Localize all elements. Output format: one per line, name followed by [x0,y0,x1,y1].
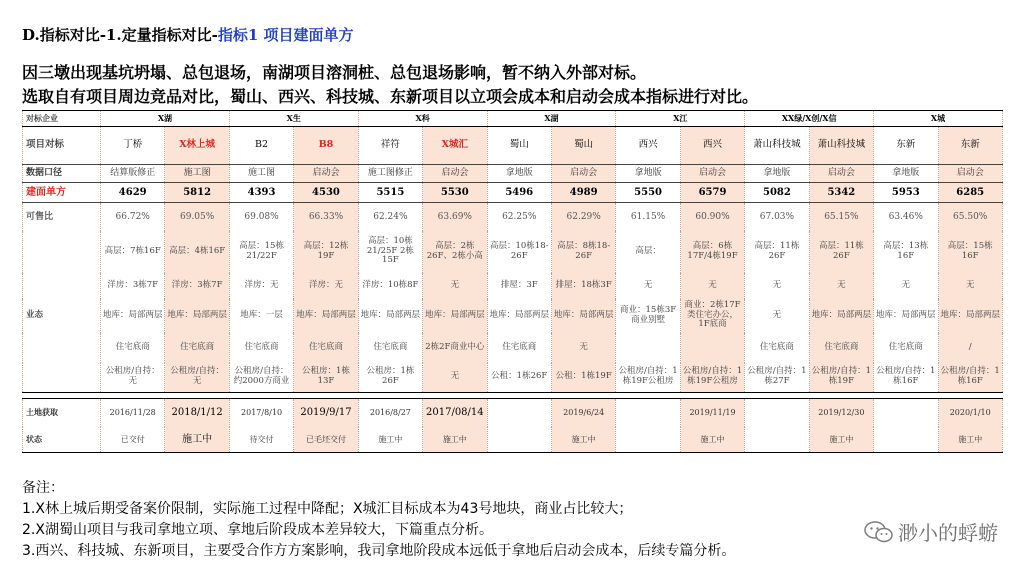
source-cell: 拿地版 [616,165,680,183]
detail4-cell: / [938,333,1002,363]
project-cell: B2 [229,127,293,165]
cost-row [23,183,1003,203]
detail5-cell: 公租房：1栋26F [358,363,422,393]
project-cell: 萧山科技城 [809,127,873,165]
land-cell [616,399,680,427]
detail2-cell: 洋房：3栋7F [101,273,165,299]
detail1-cell: 高层：7栋16F [101,231,165,273]
cost-cell: 5530 [423,183,487,203]
status-cell [745,427,809,453]
detail3-cell: 地库：局部两层 [551,299,615,333]
status-cell: 施工中 [423,427,487,453]
detail5-cell: 公租房/自持：1栋16F [874,363,938,393]
project-row [23,127,1003,165]
land-cell [874,399,938,427]
detail1-cell: 高层：10栋21/25F 2栋15F [358,231,422,273]
page-title [22,24,353,45]
cost-cell: 5082 [745,183,809,203]
land-cell: 2018/1/12 [165,399,229,427]
cost-cell: 5496 [487,183,551,203]
detail4-cell: 住宅底商 [358,333,422,363]
note-item-3: 3.西兴、科技城、东新项目，主要受合作方方案影响，我司拿地阶段成本远低于拿地后启动会成本，后续专篇分析。 [22,543,736,559]
title-highlight: 指标1 项目建面单方 [217,26,354,44]
notes-heading: 备注： [22,480,64,496]
source-cell: 结算版修正 [101,165,165,183]
ratio-cell: 60.90% [680,203,744,231]
detail5-cell: 无 [423,363,487,393]
row-label-source: 数据口径 [23,165,101,183]
detail1-cell: 高层：4栋16F [165,231,229,273]
row-label-cost: 建面单方 [23,183,101,203]
watermark [864,517,998,546]
group-header-cell: X生 [229,111,358,127]
row-label-land: 土地获取 [23,399,101,427]
project-cell: 东新 [874,127,938,165]
detail4-cell [680,333,744,363]
status-cell [616,427,680,453]
status-cell: 施工中 [938,427,1002,453]
cost-cell: 6285 [938,183,1002,203]
ratio-cell: 63.46% [874,203,938,231]
detail1-cell: 高层：10栋18-26F [487,231,551,273]
detail4-cell: 住宅底商 [229,333,293,363]
land-cell: 2017/08/14 [423,399,487,427]
row-label-empty [23,333,101,363]
detail3-row [23,299,1003,333]
project-cell: 蜀山 [487,127,551,165]
ratio-cell: 62.29% [551,203,615,231]
detail2-cell: 无 [874,273,938,299]
cost-cell: 4629 [101,183,165,203]
land-cell [745,399,809,427]
project-cell: X城汇 [423,127,487,165]
detail3-cell: 地库：局部两层 [358,299,422,333]
detail2-cell: 洋房：无 [229,273,293,299]
detail4-cell: 住宅底商 [809,333,873,363]
land-cell: 2019/11/19 [680,399,744,427]
detail3-cell: 商业：15栋3F商业别墅 [616,299,680,333]
detail1-cell: 高层：6栋17F/4栋19F [680,231,744,273]
detail2-row [23,273,1003,299]
cost-cell: 6579 [680,183,744,203]
detail1-cell: 高层：8栋18-26F [551,231,615,273]
status-cell: 施工中 [165,427,229,453]
source-row [23,165,1003,183]
project-cell: 丁桥 [101,127,165,165]
cost-cell: 5515 [358,183,422,203]
detail5-cell: 公租房/自持：1栋19F公租房 [680,363,744,393]
ratio-cell: 66.33% [294,203,358,231]
detail4-cell: 住宅底商 [294,333,358,363]
project-cell: 萧山科技城 [745,127,809,165]
ratio-cell: 65.15% [809,203,873,231]
detail1-cell: 高层：11栋26F [809,231,873,273]
ratio-cell: 61.15% [616,203,680,231]
detail3-cell: 地库：局部两层 [165,299,229,333]
detail2-cell: 无 [809,273,873,299]
row-label-ratio: 可售比 [23,203,101,231]
detail4-row [23,333,1003,363]
status-cell: 施工中 [551,427,615,453]
ratio-cell: 65.50% [938,203,1002,231]
notes [22,478,735,562]
detail3-cell: 地库：局部两层 [294,299,358,333]
detail2-cell: 无 [680,273,744,299]
detail3-cell: 地库：局部两层 [938,299,1002,333]
detail2-cell: 洋房：无 [294,273,358,299]
detail1-cell: 高层：15栋21/22F [229,231,293,273]
detail1-cell: 高层：2栋26F、2栋小高 [423,231,487,273]
detail5-cell: 公租房/自持：1栋27F [745,363,809,393]
land-cell: 2016/8/27 [358,399,422,427]
detail5-cell: 公租房/自持：1栋16F [938,363,1002,393]
cost-cell: 4393 [229,183,293,203]
source-cell: 施工图修正 [358,165,422,183]
detail5-cell: 公租：1栋19F [551,363,615,393]
row-label-business: 业态 [23,299,101,333]
ratio-cell: 69.08% [229,203,293,231]
detail4-cell [616,333,680,363]
row-label-empty [23,231,101,273]
detail4-cell: 无 [551,333,615,363]
wechat-icon [864,521,894,543]
project-cell: 西兴 [680,127,744,165]
source-cell: 启动会 [809,165,873,183]
project-cell: B8 [294,127,358,165]
detail4-cell: 住宅底商 [487,333,551,363]
group-header-cell: X湖 [101,111,230,127]
group-header-cell: X湖 [487,111,616,127]
group-header-cell: X科 [358,111,487,127]
status-cell: 已毛坯交付 [294,427,358,453]
detail5-cell: 公租：1栋26F [487,363,551,393]
detail1-cell: 高层：13栋16F [874,231,938,273]
status-row [23,427,1003,453]
source-cell: 施工图 [165,165,229,183]
source-cell: 启动会 [423,165,487,183]
source-cell: 启动会 [680,165,744,183]
header-label-cell: 对标企业 [23,111,101,127]
detail5-cell: 公租房/自持：无 [165,363,229,393]
table-header-row [23,111,1003,127]
source-cell: 拿地版 [745,165,809,183]
group-header-cell: X江 [616,111,745,127]
detail2-cell: 排屋：18栋3F [551,273,615,299]
status-cell: 施工中 [680,427,744,453]
land-cell: 2019/12/30 [809,399,873,427]
detail4-cell: 住宅底商 [745,333,809,363]
benchmark-table [22,110,1003,453]
land-cell: 2017/8/10 [229,399,293,427]
detail2-cell: 无 [938,273,1002,299]
detail2-cell: 洋房：3栋7F [165,273,229,299]
detail4-cell: 2栋2F商业中心 [423,333,487,363]
note-item-1: 1.X林上城后期受备案价限制，实际施工过程中降配；X城汇目标成本为43号地块，商业占比较大； [22,501,633,517]
source-cell: 启动会 [294,165,358,183]
ratio-cell: 62.24% [358,203,422,231]
source-cell: 启动会 [551,165,615,183]
status-cell: 施工中 [809,427,873,453]
cost-cell: 4989 [551,183,615,203]
detail3-cell: 无 [745,299,809,333]
project-cell: X林上城 [165,127,229,165]
detail3-cell: 地库：局部两层 [487,299,551,333]
detail5-row [23,363,1003,393]
detail3-cell: 地库：局部两层 [101,299,165,333]
land-cell: 2016/11/28 [101,399,165,427]
detail2-cell: 无 [616,273,680,299]
row-label-project: 项目对标 [23,127,101,165]
land-cell: 2019/9/17 [294,399,358,427]
cost-cell: 5953 [874,183,938,203]
detail4-cell: 住宅底商 [874,333,938,363]
detail5-cell: 公租房：1栋13F [294,363,358,393]
ratio-row [23,203,1003,231]
cost-cell: 5342 [809,183,873,203]
ratio-cell: 67.03% [745,203,809,231]
subtitle-line-2: 选取自有项目周边竞品对比，蜀山、西兴、科技城、东新项目以立项会成本和启动会成本指标进行对比。 [22,87,759,106]
source-cell: 启动会 [938,165,1002,183]
detail5-cell: 公租房/自持：1栋19F公租房 [616,363,680,393]
detail3-cell: 地库：一层 [229,299,293,333]
detail1-cell: 高层：11栋26F [745,231,809,273]
source-cell: 拿地版 [874,165,938,183]
row-label-status: 状态 [23,427,101,453]
project-cell: 祥符 [358,127,422,165]
watermark-text: 渺小的蜉蝣 [898,521,998,545]
detail4-cell: 住宅底商 [101,333,165,363]
source-cell: 拿地版 [487,165,551,183]
detail3-cell: 地库：局部两层 [874,299,938,333]
source-cell: 施工图 [229,165,293,183]
status-cell: 待交付 [229,427,293,453]
detail2-cell: 无 [423,273,487,299]
group-header-cell: X城 [874,111,1003,127]
title-prefix: D.指标对比-1.定量指标对比- [22,26,218,44]
project-cell: 东新 [938,127,1002,165]
project-cell: 蜀山 [551,127,615,165]
subtitle-line-1: 因三墩出现基坑坍塌、总包退场，南湖项目溶洞桩、总包退场影响，暂不纳入外部对标。 [22,63,647,82]
ratio-cell: 62.25% [487,203,551,231]
detail3-cell: 地库：局部两层 [809,299,873,333]
detail1-cell: 高层：15栋16F [938,231,1002,273]
status-cell: 施工中 [358,427,422,453]
status-cell [874,427,938,453]
cost-cell: 5812 [165,183,229,203]
note-item-2: 2.X湖蜀山项目与我司拿地立项、拿地后阶段成本差异较大，下篇重点分析。 [22,522,493,538]
group-header-cell: XX绿/X创/X信 [745,111,874,127]
detail5-cell: 公租房/自持：约2000方商业 [229,363,293,393]
status-cell [487,427,551,453]
cost-cell: 5550 [616,183,680,203]
detail2-cell: 洋房：10栋8F [358,273,422,299]
detail2-cell: 排屋：3F [487,273,551,299]
detail5-cell: 公租房/自持：无 [101,363,165,393]
detail3-cell: 商业：2栋17F类住宅办公，1F底商 [680,299,744,333]
ratio-cell: 66.72% [101,203,165,231]
detail1-cell: 高层： [616,231,680,273]
detail5-cell: 公租房/自持：1栋19F [809,363,873,393]
status-cell: 已交付 [101,427,165,453]
detail1-row [23,231,1003,273]
land-cell: 2020/1/10 [938,399,1002,427]
row-label-empty [23,363,101,393]
detail3-cell: 地库：局部两层 [423,299,487,333]
detail1-cell: 高层：12栋19F [294,231,358,273]
land-cell: 2019/6/24 [551,399,615,427]
row-label-empty [23,273,101,299]
land-row [23,399,1003,427]
ratio-cell: 63.69% [423,203,487,231]
project-cell: 西兴 [616,127,680,165]
detail2-cell: 无 [745,273,809,299]
ratio-cell: 69.05% [165,203,229,231]
detail4-cell: 住宅底商 [165,333,229,363]
cost-cell: 4530 [294,183,358,203]
land-cell [487,399,551,427]
